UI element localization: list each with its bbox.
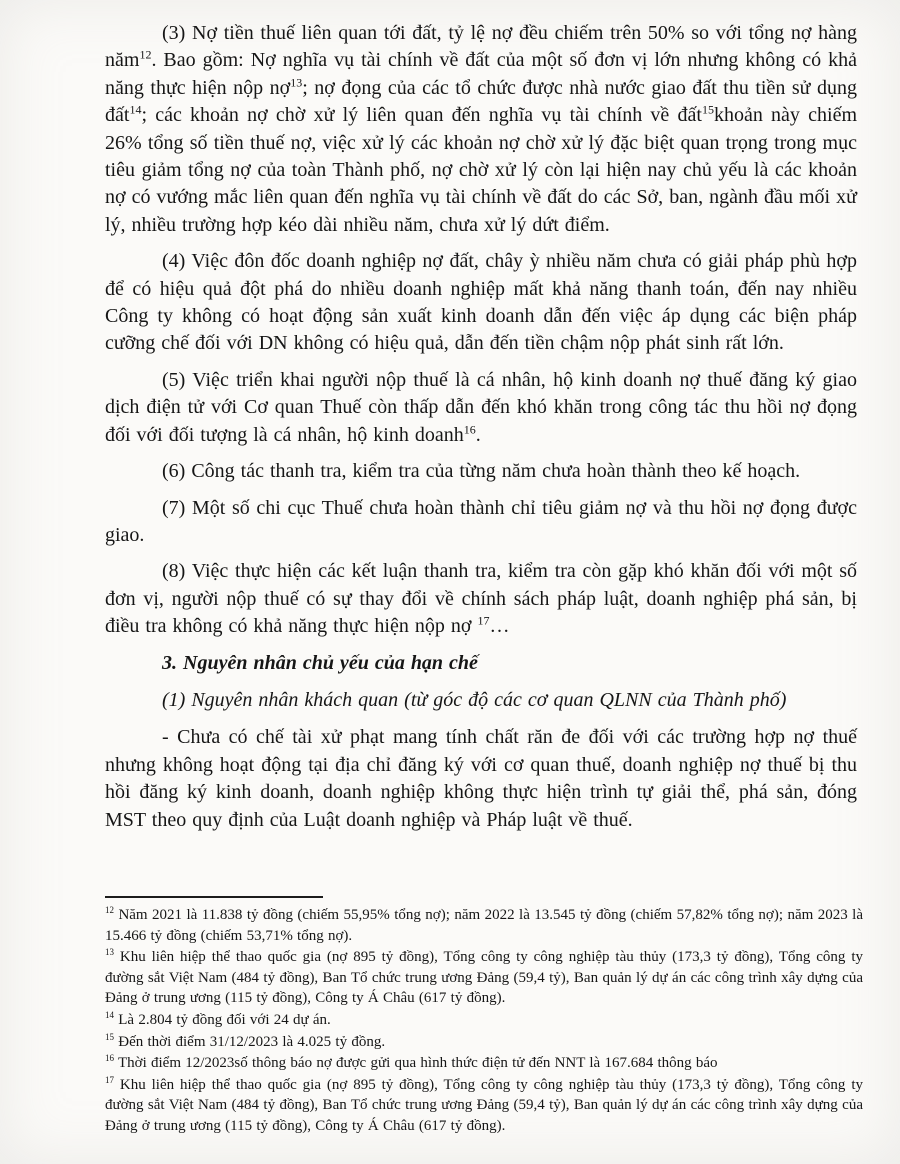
footnote-number: 17: [105, 1074, 114, 1085]
paragraph-text: …: [489, 615, 510, 638]
paragraph-text: 3. Nguyên nhân chủ yếu của hạn chế: [162, 651, 478, 674]
footnote-12: $^{12}$ Năm 2021 là 11.838 tỷ đồng (chiếm 55,95% tổng nợ); năm 2022 là 13.545 tỷ đồng (chiếm 57,82% tổng nợ); năm 2023 là 15.466 tỷ đồng (chiếm 53,71% tổng nợ).: [105, 905, 863, 944]
paragraph-text: (7) Một số chi cục Thuế chưa hoàn thành chỉ tiêu giảm nợ và thu hồi nợ đọng được giao.: [105, 496, 857, 546]
footnote-13: $^{13}$ Khu liên hiệp thể thao quốc gia (nợ 895 tỷ đồng), Tổng công ty công nghiệp tàu thủy (173,3 tỷ đồng), Tổng công ty đường sắt Việt Nam (484 tỷ đồng), Ban Tổ chức trung ương Đảng (59,4 tỷ), Ban quản lý dự án các công trình xây dựng của Đảng ở trung ương (115 tỷ đồng), Công ty Á Châu (617 tỷ đồng).: [105, 947, 863, 1007]
paragraph: [105, 20, 857, 239]
section-heading: [105, 650, 857, 677]
paragraph-text: (6) Công tác thanh tra, kiểm tra của từng năm chưa hoàn thành theo kế hoạch.: [162, 460, 801, 483]
paragraph-text: . Bao gồm: Nợ nghĩa vụ tài chính về đất của một số đơn vị lớn nhưng không có khả năng thực hiện nộp nợ: [105, 49, 857, 99]
paragraph-text: (4) Việc đôn đốc doanh nghiệp nợ đất, chây ỳ nhiều năm chưa có giải pháp phù hợp để có hiệu quả đột phá do nhiều doanh nghiệp mất khả năng thanh toán, đến nay nhiều Công ty không có hoạt động sản xuất kinh doanh dẫn đến việc áp dụng các biện pháp cưỡng chế đối với DN không có hiệu quả, dẫn đến tiền chậm nộp phát sinh rất lớn.: [105, 250, 857, 355]
paragraph: [105, 558, 857, 640]
paragraph-text: .: [475, 423, 481, 446]
footnote-number: 16: [105, 1053, 114, 1064]
paragraph: [105, 724, 857, 834]
footnote-ref: 14: [129, 102, 142, 117]
footnote-number: 15: [105, 1031, 114, 1042]
footnote-ref: 12: [139, 47, 152, 62]
paragraph-text: (1) Nguyên nhân khách quan (từ góc độ các cơ quan QLNN của Thành phố): [162, 688, 787, 711]
paragraph: [105, 248, 857, 358]
paragraph-text: khoản này chiếm 26% tổng số tiền thuế nợ, việc xử lý các khoản nợ chờ xử lý đặc biệt quan trọng trong mục tiêu giảm tổng nợ của toàn Thành phố, nợ chờ xử lý còn lại hiện nay chủ yếu là các khoản nợ có vướng mắc liên quan đến nghĩa vụ tài chính về đất do các Sở, ban, ngành đầu mối xử lý, nhiều trường hợp kéo dài nhiều năm, chưa xử lý dứt điểm.: [105, 104, 858, 236]
footnotes: [105, 905, 863, 1137]
footnote-number: 12: [105, 905, 114, 915]
footnote-ref: 16: [463, 422, 476, 437]
section-subheading: [105, 687, 857, 714]
footnote-15: $^{15}$ Đến thời điểm 31/12/2023 là 4.025 tỷ đồng.: [105, 1031, 386, 1050]
footnote-14: $^{14}$ Là 2.804 tỷ đồng đối với 24 dự án.: [105, 1009, 331, 1028]
paragraph-text: ; nợ đọng của các tổ chức được nhà nước giao đất thu tiền sử dụng đất: [105, 76, 857, 127]
paragraph-text: - Chưa có chế tài xử phạt mang tính chất răn đe đối với các trường hợp nợ thuế nhưng không hoạt động tại địa chỉ đăng ký với cơ quan thuế, doanh nghiệp nợ thuế bị thu hồi đăng ký kinh doanh, doanh nghiệp không thực hiện trình tự giải thể, phá sản, đóng MST theo quy định của Luật doanh nghiệp và Pháp luật về thuế.: [105, 726, 857, 831]
footnote-divider: [105, 896, 323, 898]
paragraph-text: ; các khoản nợ chờ xử lý liên quan đến nghĩa vụ tài chính về đất: [141, 104, 702, 127]
footnote-ref: 13: [290, 75, 303, 90]
footnote-16: $^{16}$ Thời điểm 12/2023số thông báo nợ được gửi qua hình thức điện tử đến NNT là 167.684 thông báo: [105, 1053, 718, 1072]
paragraph: [105, 458, 857, 485]
paragraph-text: (5) Việc triển khai người nộp thuế là cá nhân, hộ kinh doanh nợ thuế đăng ký giao dịch điện tử với Cơ quan Thuế còn thấp dẫn đến khó khăn trong công tác thu hồi nợ đọng đối với đối tượng là cá nhân, hộ kinh doanh: [105, 368, 857, 446]
footnote-number: 13: [105, 947, 114, 958]
footnote-ref: 17: [477, 613, 490, 628]
footnote-17: $^{17}$ Khu liên hiệp thể thao quốc gia (nợ 895 tỷ đồng), Tổng công ty công nghiệp tàu thủy (173,3 tỷ đồng), Tổng công ty đường sắt Việt Nam (484 tỷ đồng), Ban Tổ chức trung ương Đảng (59,4 tỷ), Ban quản lý dự án các công trình xây dựng của Đảng ở trung ương (115 tỷ đồng), Công ty Á Châu (617 tỷ đồng).: [105, 1074, 863, 1134]
footnote-area: [105, 896, 863, 1138]
footnote-number: 14: [105, 1009, 114, 1020]
paragraph-text: (8) Việc thực hiện các kết luận thanh tra, kiểm tra còn gặp khó khăn đối với một số đơn vị, người nộp thuế có sự thay đổi về chính sách pháp luật, doanh nghiệp phá sản, bị điều tra không có khả năng thực hiện nộp nợ: [105, 560, 857, 638]
paragraph: [105, 495, 857, 550]
paragraph: [105, 367, 857, 449]
document-body: [105, 20, 857, 843]
paragraph-text: (3) Nợ tiền thuế liên quan tới đất, tỷ lệ nợ đều chiếm trên 50% so với tổng nợ hàng năm: [105, 22, 857, 72]
footnote-ref: 15: [701, 102, 714, 117]
